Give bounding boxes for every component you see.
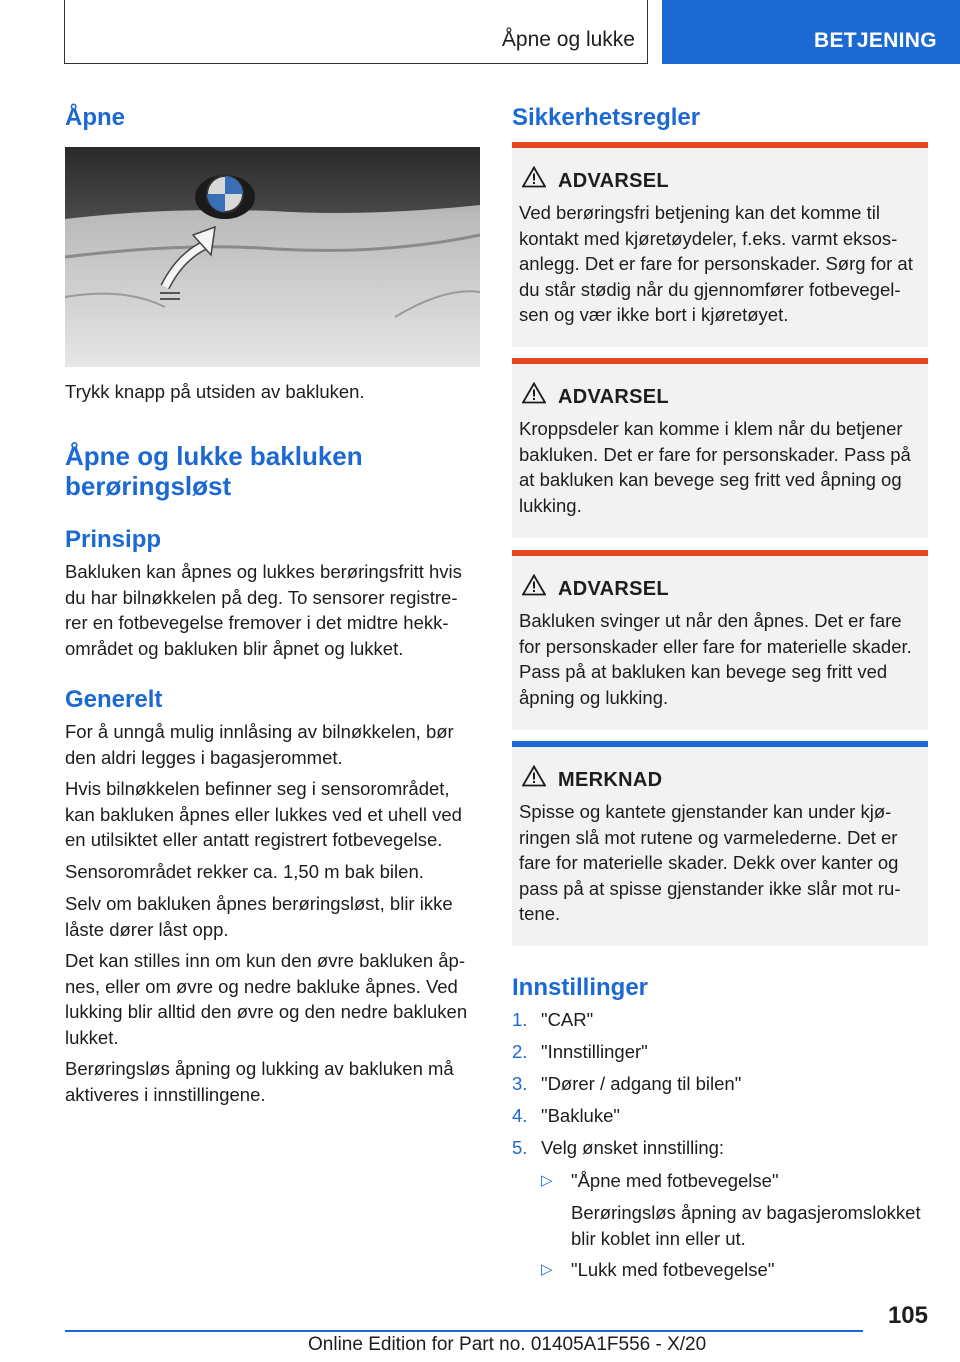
step-number: 5.	[512, 1137, 528, 1158]
heading-main	[65, 441, 363, 501]
text-line: en utilsiktet eller antatt registrert fotbevegelse.	[65, 829, 443, 850]
text-line: lukking.	[519, 494, 582, 516]
footer-edition-text: Online Edition for Part no. 01405A1F556 - X/20	[308, 1334, 707, 1355]
general-paragraph-4	[65, 891, 453, 942]
text-line: lukking blir alltid den øvre og den nedre bakluken	[65, 1001, 468, 1022]
text-line: du har bilnøkkelen på deg. To sensorer registre-	[65, 586, 458, 608]
text-line: aktiveres i innstillingene.	[65, 1083, 266, 1105]
warning-text	[519, 200, 925, 328]
general-paragraph-1	[65, 719, 454, 770]
step-label: Velg ønsket innstilling:	[541, 1137, 725, 1158]
text-line: Selv om bakluken åpnes berøringsløst, blir ikke	[65, 893, 453, 914]
step-label: "Dører / adgang til bilen"	[541, 1073, 742, 1094]
text-line: Sensorområdet rekker ca. 1,50 m bak bilen.	[65, 861, 424, 882]
text-line: sen og vær ikke bort i kjøretøyet.	[519, 304, 789, 325]
warning-triangle-icon	[522, 765, 546, 787]
step-number: 4.	[512, 1105, 528, 1126]
text-line: tene.	[519, 903, 561, 924]
heading-open: Åpne	[65, 104, 125, 131]
text-line: du står stødig når du gjennomfører fotbevegel-	[519, 278, 901, 300]
text-line: for personskader eller fare for materielle skader.	[519, 635, 912, 657]
principle-text	[65, 559, 480, 661]
heading-main-line2: berøringsløst	[65, 471, 232, 501]
text-line: Berøringsløs åpning og lukking av bakluken må	[65, 1058, 454, 1079]
step-number: 2.	[512, 1041, 528, 1062]
step-number: 3.	[512, 1073, 528, 1094]
text-line: låste dører låst opp.	[65, 918, 229, 940]
photo-caption: Trykk knapp på utsiden av bakluken.	[65, 381, 365, 402]
warning-text	[519, 416, 925, 518]
text-line: Pass på at bakluken kan bevege seg fritt ved	[519, 661, 888, 682]
header-section-title: Åpne og lukke	[501, 28, 635, 51]
text-line: fare for materielle skader. Dekk over kanter og	[519, 852, 899, 873]
general-paragraph-2	[65, 776, 462, 853]
warning-title: ADVARSEL	[558, 386, 669, 408]
general-paragraph-6	[65, 1056, 454, 1107]
text-line: Det kan stilles inn om kun den øvre bakluken åp-	[65, 950, 466, 971]
triangle-bullet-icon: ▷	[541, 1172, 553, 1189]
text-line: den aldri legges i bagasjerommet.	[65, 746, 343, 768]
triangle-bullet-icon: ▷	[541, 1261, 553, 1278]
text-line: Ved berøringsfri betjening kan det komme til	[519, 202, 880, 223]
text-line: For å unngå mulig innlåsing av bilnøkkelen, bør	[65, 721, 454, 742]
text-line: nes, eller om øvre og nedre bakluke åpnes. Ved	[65, 975, 458, 997]
note-title: MERKNAD	[558, 769, 663, 791]
page-number: 105	[887, 1302, 928, 1329]
text-line: anlegg. Det er fare for personskader. Sørg for at	[519, 253, 913, 274]
sub-option-label: "Lukk med fotbevegelse"	[571, 1259, 775, 1280]
warning-box-1	[512, 142, 928, 347]
warning-title: ADVARSEL	[558, 578, 669, 600]
sub-option-label: "Åpne med fotbevegelse"	[571, 1170, 779, 1191]
text-line: Spisse og kantete gjenstander kan under kjø-	[519, 801, 892, 822]
text-line: Bakluken kan åpnes og lukkes berøringsfritt hvis	[65, 561, 462, 582]
text-line: åpning og lukking.	[519, 686, 669, 708]
heading-general: Generelt	[65, 686, 163, 713]
step-label: "Bakluke"	[541, 1105, 620, 1126]
text-line: området og bakluken blir åpnet og lukket.	[65, 637, 404, 659]
text-line: at bakluken kan bevege seg fritt ved åpning og	[519, 469, 902, 490]
warning-box-3	[512, 550, 928, 730]
warning-triangle-icon	[522, 382, 546, 404]
heading-main-line1: Åpne og lukke bakluken	[65, 441, 363, 471]
tailgate-button-photo	[65, 147, 480, 367]
warning-title: ADVARSEL	[558, 170, 669, 192]
heading-settings: Innstillinger	[512, 974, 649, 1001]
step-label: "Innstillinger"	[541, 1041, 648, 1062]
footer-divider	[65, 1330, 863, 1332]
general-paragraph-5	[65, 948, 467, 1050]
text-line: Hvis bilnøkkelen befinner seg i sensorområdet,	[65, 778, 450, 799]
step-label: "CAR"	[541, 1009, 594, 1030]
heading-safety: Sikkerhetsregler	[512, 104, 701, 131]
text-line: Kroppsdeler kan komme i klem når du betjener	[519, 418, 903, 439]
text-line: kontakt med kjøretøydeler, f.eks. varmt eksos-	[519, 227, 898, 249]
heading-principle: Prinsipp	[65, 526, 162, 553]
note-text	[519, 799, 925, 927]
tailgate-illustration	[65, 147, 480, 367]
text-line: rer en fotbevegelse fremover i det midtre hekk-	[65, 612, 449, 633]
text-line: Bakluken svinger ut når den åpnes. Det er fare	[519, 610, 902, 631]
warning-box-2	[512, 358, 928, 538]
text-line: bakluken. Det er fare for personskader. Pass på	[519, 443, 911, 465]
text-line: ringen slå mot rutene og varmelederne. Det er	[519, 826, 898, 848]
warning-triangle-icon	[522, 166, 546, 188]
note-box	[512, 741, 928, 946]
warning-triangle-icon	[522, 574, 546, 596]
step-number: 1.	[512, 1009, 528, 1030]
text-line: lukket.	[65, 1026, 119, 1048]
header-chapter-tab[interactable]: BETJENING	[662, 0, 960, 64]
text-line: Berøringsløs åpning av bagasjeromslokket	[571, 1202, 921, 1223]
text-line: kan bakluken åpnes eller lukkes ved et uhell ved	[65, 803, 462, 825]
general-paragraph-3	[65, 859, 424, 885]
warning-text	[519, 608, 925, 710]
text-line: blir koblet inn eller ut.	[571, 1227, 746, 1249]
text-line: pass på at spisse gjenstander ikke slår mot ru-	[519, 877, 901, 899]
